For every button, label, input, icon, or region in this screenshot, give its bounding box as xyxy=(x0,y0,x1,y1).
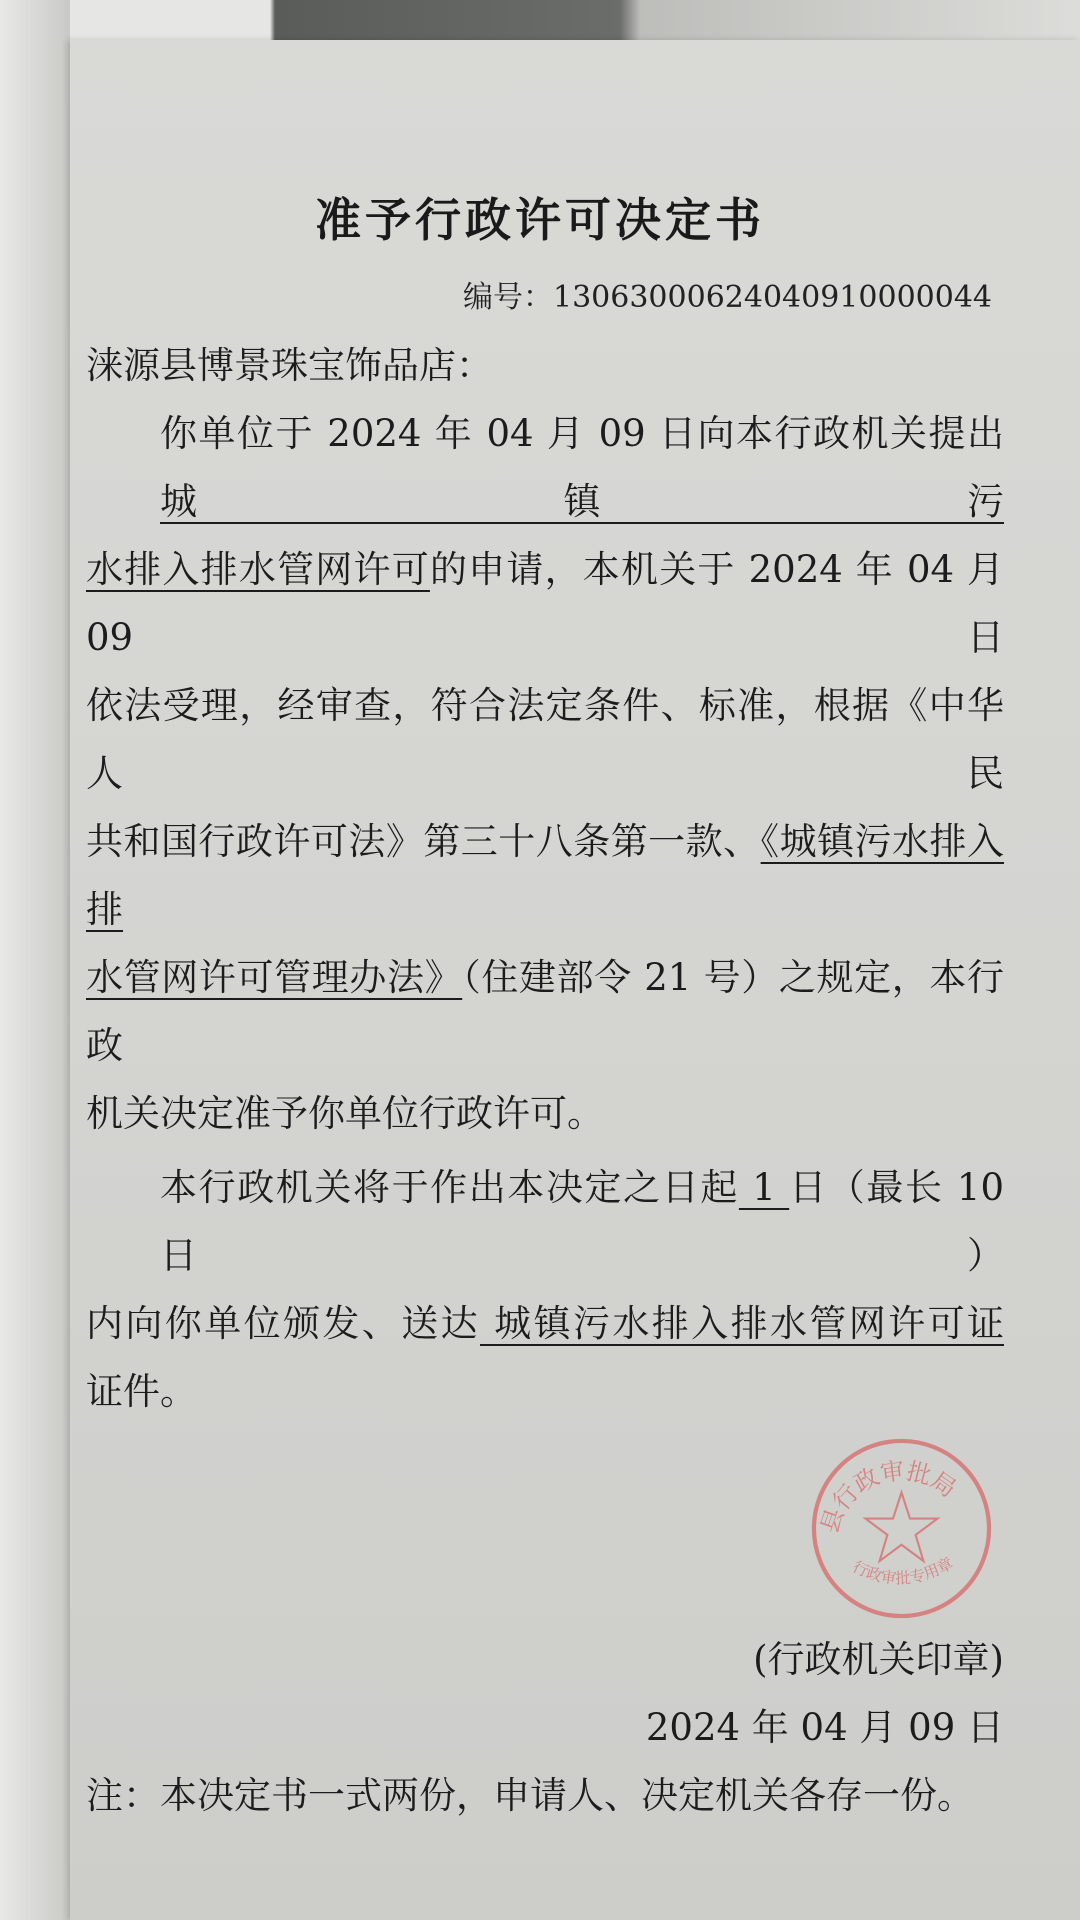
document-number: 编号：13063000624040910000044 xyxy=(463,280,992,315)
para1-line4 xyxy=(86,808,1004,944)
official-seal-stamp xyxy=(809,1436,994,1621)
para1-line3: 依法受理，经审查，符合法定条件、标准，根据《中华人民 xyxy=(86,684,1004,795)
text: 你单位于 2024 年 04 月 09 日向本行政机关提出 xyxy=(160,412,1004,455)
para1-line6: 机关决定准予你单位行政许可。 xyxy=(86,1092,604,1135)
document-title: 准予行政许可决定书 xyxy=(315,193,765,247)
seal-bottom-text: 行政审批专用章 xyxy=(849,1554,957,1588)
underlined-text: 1 xyxy=(738,1166,790,1209)
para1-line2 xyxy=(86,536,1004,672)
text: （住建部令 21 号）之规定，本行政 xyxy=(86,956,1005,1067)
seal-top-text: 县行政审批局 xyxy=(815,1456,962,1537)
footnote: 注：本决定书一式两份，申请人、决定机关各存一份。 xyxy=(86,1774,974,1817)
star-icon xyxy=(865,1492,937,1560)
text: 日（最长 10 日） xyxy=(160,1166,1005,1277)
underlined-text: 《城镇污水排入排 xyxy=(86,820,1004,931)
para1-line1 xyxy=(86,400,1004,536)
underlined-text: 水管网许可管理办法》 xyxy=(86,956,463,999)
para2-line3: 证件。 xyxy=(86,1370,197,1413)
para2-line2 xyxy=(86,1290,1004,1358)
addressee: 涞源县博景珠宝饰品店： xyxy=(86,344,493,387)
text: 本行政机关将于作出本决定之日起 xyxy=(160,1166,739,1209)
background-desk-strip xyxy=(0,0,1080,44)
document-content xyxy=(86,190,1004,1830)
seal-area xyxy=(86,1436,1004,1626)
decision-date: 2024 年 04 月 09 日 xyxy=(645,1706,1004,1749)
page-edge xyxy=(0,0,70,1920)
text: 共和国行政许可法》第三十八条第一款、 xyxy=(86,820,761,863)
para2-line1 xyxy=(86,1154,1004,1290)
underlined-text: 城镇污水排入排水管网许可证 xyxy=(480,1302,1004,1345)
underlined-text: 水排入排水管网许可 xyxy=(86,548,430,591)
text: 内向你单位颁发、送达 xyxy=(86,1302,481,1345)
text: 的申请，本机关于 2024 年 04 月 09 日 xyxy=(86,548,1005,659)
underlined-text: 城镇污 xyxy=(160,480,1004,523)
seal-label: (行政机关印章) xyxy=(753,1638,1004,1681)
para1-line5 xyxy=(86,944,1004,1080)
